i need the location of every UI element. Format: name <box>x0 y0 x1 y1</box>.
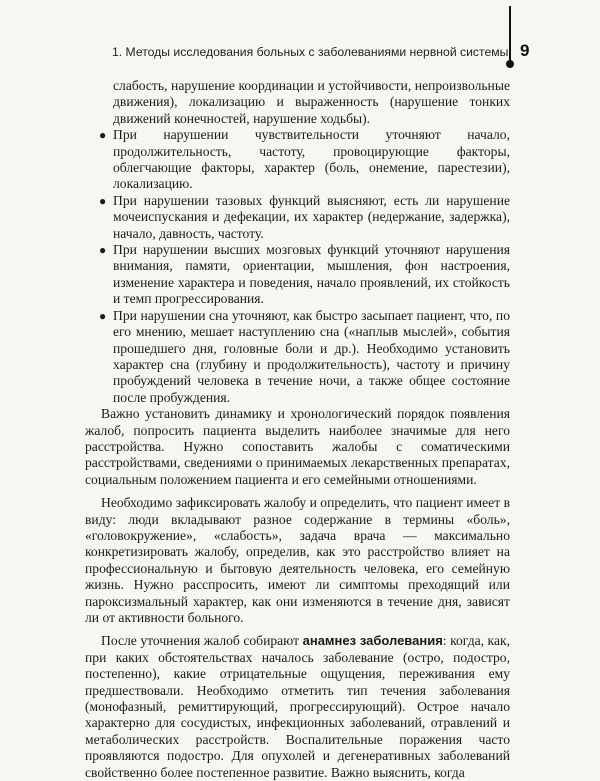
header-vertical-rule <box>509 6 511 64</box>
running-header: 1. Методы исследования больных с заболеваниями нервной системы <box>112 45 509 59</box>
bold-term: анамнез заболевания <box>302 633 443 649</box>
list-item <box>85 193 510 242</box>
body-text <box>85 78 510 781</box>
paragraph: Необходимо зафиксировать жалобу и определить, что пациент имеет в виду: люди вкладывают разное содержание в термины «боль», «головокружение», «слабость», задача врача — максимально конкретизировать жалобу, определив, как это расстройство влияет на профессиональную и бытовую деятельность человека, его семейную жизнь. Нужно расспросить, имеют ли симптомы преходящий или пароксизмальный характер, как они изменяются в течение дня, зависят ли от активности больного. <box>85 495 510 625</box>
header-rule-dot <box>506 60 514 68</box>
paragraph: Важно установить динамику и хронологический порядок появления жалоб, попросить пациента выделить наиболее значимые для него расстройства. Нужно сопоставить жалобы с соматическими расстройствами, сведениями о принимаемых лекарственных препаратах, социальным положением пациента и его семейными отношениями. <box>85 406 510 487</box>
page-number: 9 <box>520 41 530 60</box>
bullet-list <box>85 127 510 406</box>
list-item-text: При нарушении высших мозговых функций уточняют нарушения внимания, памяти, ориентации, мышления, фон настроения, изменение характера и поведения, начало проявлений, их стойкость и темп прогрессирования. <box>113 242 510 307</box>
paragraph-text: : когда, как, при каких обстоятельствах началось заболевание (остро, подостро, постепенно), какие отрицательные ощущения, переживания ему предшествовали. Необходимо отметить тип течения заболевания (монофазный, ремиттирующий, прогрессирующий). Острое начало характерно для сосудистых, инфекционных заболеваний, отравлений и метаболических расстройств. Воспалительные поражения часто проявляются подостро. Для опухолей и дегенеративных заболеваний свойственно более постепенное развитие. Важно выяснить, когда <box>85 633 510 780</box>
list-item <box>85 308 510 406</box>
list-item <box>85 242 510 308</box>
list-item <box>85 127 510 193</box>
paragraph <box>85 633 510 781</box>
bullet-icon: ● <box>99 193 107 208</box>
bullet-icon: ● <box>99 308 107 323</box>
list-item-text: При нарушении сна уточняют, как быстро засыпает пациент, что, по его мнению, мешает наступлению сна («наплыв мыслей», события прошедшего дня, головные боли и др.). Необходимо установить характер сна (глубину и продолжительность), частоту и причину пробуждений человека в течение ночи, а также общее состояние после пробуждения. <box>113 307 510 405</box>
list-item-text: При нарушении чувствительности уточняют начало, продолжительность, частоту, провоцирующие факторы, облегчающие факторы, характер (боль, онемение, парестезии), локализацию. <box>113 127 510 192</box>
list-item-text: При нарушении тазовых функций выясняют, есть ли нарушение мочеиспускания и дефекации, их характер (недержание, задержка), начало, давность, частоту. <box>113 192 510 241</box>
bullet-icon: ● <box>99 243 107 258</box>
continuation-text: слабость, нарушение координации и устойчивости, непроизвольные движения), локализацию и выраженность (нарушение тонких движений конечностей, нарушение ходьбы). <box>113 78 510 126</box>
bullet-icon: ● <box>99 128 107 143</box>
paragraph-text: После уточнения жалоб собирают <box>101 633 303 649</box>
